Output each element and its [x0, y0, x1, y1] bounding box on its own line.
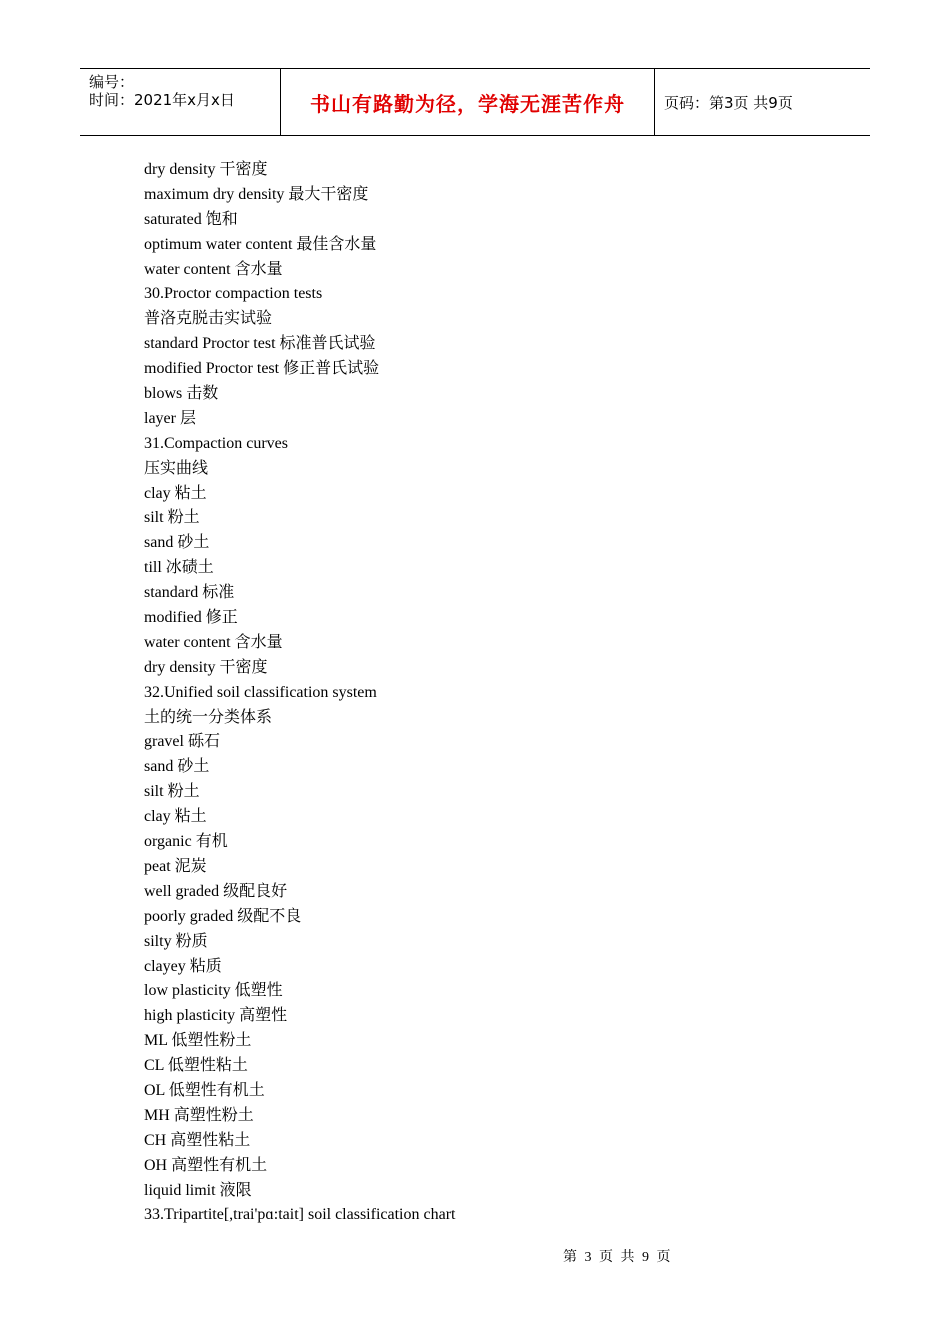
header-meta-cell	[80, 69, 281, 135]
glossary-content	[144, 158, 844, 1228]
section-heading-translation: 普洛克脱击实试验	[144, 310, 273, 328]
glossary-line: dry density 干密度	[144, 161, 268, 178]
section-heading-translation: 压实曲线	[144, 459, 209, 477]
glossary-line: maximum dry density 最大干密度	[144, 185, 369, 203]
glossary-line: liquid limit 液限	[144, 1181, 252, 1199]
glossary-line: silty 粉质	[144, 932, 208, 950]
glossary-line: clay 粘土	[144, 484, 207, 502]
glossary-line: clay 粘土	[144, 808, 207, 826]
glossary-line: low plasticity 低塑性	[144, 982, 283, 1000]
header-page-cell	[655, 69, 870, 135]
glossary-line: water content 含水量	[144, 633, 283, 651]
glossary-line: high plasticity 高塑性	[144, 1007, 288, 1025]
glossary-line: saturated 饱和	[144, 210, 238, 228]
glossary-line: layer 层	[144, 409, 196, 427]
glossary-line: well graded 级配良好	[144, 882, 288, 900]
glossary-line: silt 粉土	[144, 509, 200, 527]
glossary-line: peat 泥炭	[144, 857, 207, 875]
glossary-line: sand 砂土	[144, 758, 210, 776]
glossary-line: modified Proctor test 修正普氏试验	[144, 360, 380, 378]
header-motto: 书山有路勤为径，学海无涯苦作舟	[310, 91, 625, 116]
section-heading: 30.Proctor compaction tests	[144, 285, 323, 303]
glossary-line: water content 含水量	[144, 260, 283, 278]
glossary-line: ML 低塑性粉土	[144, 1032, 252, 1050]
section-heading: 33.Tripartite[,trai'pɑ:tait] soil classification chart	[144, 1206, 456, 1224]
glossary-line: gravel 砾石	[144, 733, 220, 751]
section-heading: 31.Compaction curves	[144, 434, 288, 452]
glossary-line: OH 高塑性有机土	[144, 1156, 268, 1174]
section-heading-translation: 土的统一分类体系	[144, 708, 273, 726]
glossary-line: standard 标准	[144, 584, 235, 602]
glossary-line: poorly graded 级配不良	[144, 907, 302, 925]
glossary-line: dry density 干密度	[144, 658, 268, 676]
document-number-label: 编号：	[89, 73, 135, 91]
glossary-line: blows 击数	[144, 385, 219, 403]
glossary-line: silt 粉土	[144, 783, 200, 801]
glossary-line: organic 有机	[144, 833, 228, 851]
glossary-line: MH 高塑性粉土	[144, 1106, 254, 1124]
page-footer: 第 3 页 共 9 页	[563, 1250, 671, 1265]
glossary-line: CH 高塑性粘土	[144, 1131, 251, 1149]
glossary-line: sand 砂土	[144, 534, 210, 552]
glossary-line: modified 修正	[144, 609, 238, 627]
glossary-line: clayey 粘质	[144, 957, 222, 975]
glossary-line: OL 低塑性有机土	[144, 1081, 265, 1099]
glossary-line: standard Proctor test 标准普氏试验	[144, 335, 376, 353]
header-motto-cell	[281, 69, 655, 135]
glossary-line: CL 低塑性粘土	[144, 1057, 248, 1075]
glossary-line: optimum water content 最佳含水量	[144, 235, 377, 253]
page-header	[80, 68, 870, 136]
section-heading: 32.Unified soil classification system	[144, 683, 377, 701]
document-date: 时间：2021年x月x日	[89, 91, 235, 109]
glossary-line: till 冰碛土	[144, 559, 214, 577]
header-page-info: 页码：第3页 共9页	[664, 93, 793, 112]
